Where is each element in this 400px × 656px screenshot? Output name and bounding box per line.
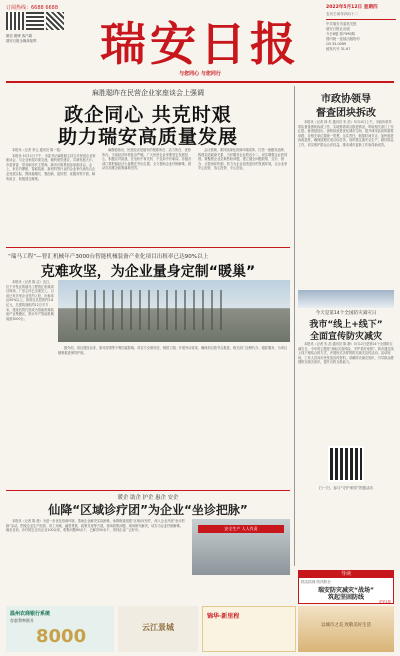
qr-code-icon[interactable] bbox=[46, 12, 64, 30]
note-weibo: 微博 bbox=[13, 34, 22, 38]
section-rule bbox=[6, 490, 290, 491]
ad-estate-3-text: 以城市之美 致敬美好生活 bbox=[321, 623, 371, 628]
third-headline[interactable]: 仙降“区域诊疗团”为企业“坐诊把脉” bbox=[48, 503, 248, 517]
issue-date: 2022年5月12日 星期四 bbox=[326, 5, 378, 10]
third-kicker: 暖企 助企 护企 惠企 安企 bbox=[117, 495, 179, 501]
lead-byline: 本报讯（记者 李云 通讯员 陈一铭） bbox=[12, 148, 63, 152]
lead-story[interactable] bbox=[6, 86, 290, 246]
photo-banner: 安全生产 人人有责 bbox=[198, 525, 284, 533]
ad-bank-title: 温州农商银行系统 bbox=[10, 611, 51, 617]
ad-bank[interactable] bbox=[6, 606, 114, 652]
lead-kicker: 麻胜聪昨在民营企业家座谈会上强调 bbox=[92, 89, 204, 97]
note-app: 客户端 bbox=[21, 34, 32, 38]
masthead-rule bbox=[6, 81, 394, 83]
second-headline[interactable]: 克难攻坚，为企业量身定制“暖巢” bbox=[40, 264, 256, 280]
newspaper-title: 瑞安日报 bbox=[100, 17, 300, 71]
qr-code-icon[interactable] bbox=[6, 12, 24, 30]
third-story[interactable] bbox=[6, 493, 290, 593]
rail-qr-caption: 扫一扫，参与“守护家园”答题活动 bbox=[318, 486, 374, 490]
qr-code-icon[interactable] bbox=[26, 12, 44, 30]
rail-top-headline-line2[interactable]: 督查团块拆改 bbox=[316, 108, 376, 119]
lead-headline-line2[interactable]: 助力瑞安高质量发展 bbox=[57, 126, 238, 148]
rail-photo[interactable] bbox=[298, 290, 394, 308]
second-body-left: 本报讯（记者 陈 洁）近日，位于开发区的瑞马工程智汇机械项目现场，厂房主体已全面完工，目前已有多家企业签约入驻，出租率达90%以上。该项目总投资约3.8亿元，总建筑面积约12万平方米，建成后将打造成为智能机械装备产业集聚区，预计年产智能机械装备3000台。 bbox=[6, 280, 54, 321]
lead-body-text: 本报讯 5月11日下午，市委书记麻胜聪主持召开民营企业家座谈会，与企业家面对面交流，倾听意见建议，共商发展大计。市委常委、常务副市长王思海，副市长陈景旭参加座谈会。会上，来自汽摩配、智能装备、新材料等行业的企业家代表结合企业发展实际，围绕稳增长、强创新、促转型、优服务等方面，畅所欲言、积极建言献策。 bbox=[6, 153, 96, 181]
rail-story-mid[interactable] bbox=[298, 310, 394, 566]
issue-line: CN 33-0069 bbox=[326, 42, 347, 46]
second-kicker: “瑞马工程”—智汇机械年产3000台智能机械装备产业化项目出租率已达90%以上 bbox=[8, 254, 209, 260]
rail-mid-headline-line2[interactable]: 全面宣传防灾减灾 bbox=[309, 332, 382, 342]
ad-strip[interactable] bbox=[6, 606, 394, 652]
second-story[interactable] bbox=[6, 250, 290, 490]
rail-mid-body: 本报讯（记者 朱 浩 通讯员 陈 静）5月12日是第14个全国防灾减灾日，今年的主题是“减轻灾害风险，守护美好家园”。我市通过线上线下相结合的方式，开展形式多样的防灾减灾宣传活动。活动现场，工作人员向市民发放宣传资料，讲解防灾减灾知识，引导群众增强防灾减灾意识，提升自救互救能力。 bbox=[298, 342, 394, 365]
guide-box[interactable] bbox=[298, 570, 394, 604]
note-matrix: 瑞安日报全媒体矩阵 bbox=[6, 39, 37, 43]
section-rule bbox=[6, 247, 290, 248]
second-body-right: 据介绍，项目建设以来，面对疫情等不利因素影响，项目方克难攻坚，倒排工期，开展劳动竞赛，确保项目按节点推进。相关部门全程代办、跟踪服务，为项目顺利推进保驾护航。 bbox=[58, 346, 288, 355]
rail-divider bbox=[294, 86, 295, 566]
issue-panel bbox=[326, 4, 396, 76]
ad-estate-1[interactable] bbox=[118, 606, 198, 652]
issue-line: 邮发代号 31-67 bbox=[326, 47, 351, 51]
ad-estate-2-brand: 锦华·新里程 bbox=[207, 613, 240, 620]
ad-bank-sub: 存款利率跃升 bbox=[10, 618, 34, 623]
issue-line: 今日8版 第7990期 bbox=[326, 32, 355, 36]
ad-bank-number: 8000 bbox=[36, 626, 87, 647]
slogan: 与您同心 与您同行 bbox=[179, 71, 221, 77]
guide-tag: 抓实抓细 防汛防台 bbox=[301, 580, 331, 584]
issue-line: 国内统一连续出版物号 bbox=[326, 37, 360, 41]
issue-line: 瑞安日报社出版 bbox=[326, 27, 350, 31]
guide-page-note: 详见2版 bbox=[378, 600, 391, 604]
rail-top-body: 本报讯（记者 林 朱 通讯员 朱 浩）5月10日上午，市政协领导带队督查团块拆改工作，实地察看项目推进情况，听取相关部门工作汇报。督查组指出，团块拆改是优化城市空间、提升城市品质的重要举措，各相关单位要统一思想，压实责任，倒排时间节点，加快推进拆改进度，确保按期完成目标任务，同时要注重安全生产，做好群众工作，切实维护群众合法权益，推动城市更新工作取得新成效。 bbox=[298, 120, 394, 147]
second-photo[interactable] bbox=[58, 280, 290, 342]
rail-top-headline-line1[interactable]: 市政协领导 bbox=[321, 94, 371, 105]
ad-estate-3[interactable] bbox=[298, 606, 394, 652]
lead-body-text: 会议强调，要持续深化营商环境改革，打造一流服务品牌，构建亲清政商关系，当好服务企业的店小二，切实增强企业获得感。要聚焦企业急难愁盼问题，建立健全问题收集、交办、督办、反馈闭环机制，努力为企业创造更好的发展环境，让企业家安心经营、放心投资、专心创业。 bbox=[198, 148, 288, 171]
guide-subtitle[interactable]: 筑起坚固防线 bbox=[327, 594, 364, 601]
guide-title[interactable]: 瑞安防灾减灾“战场” bbox=[318, 587, 374, 594]
lead-body-col3 bbox=[198, 148, 290, 244]
lead-body-col2 bbox=[102, 148, 192, 244]
ad-estate-2[interactable] bbox=[202, 606, 296, 652]
rail-story-top[interactable] bbox=[298, 88, 394, 288]
third-photo[interactable] bbox=[192, 519, 290, 575]
masthead bbox=[0, 0, 400, 80]
photo-scaffold bbox=[76, 290, 226, 330]
qr-code-icon[interactable] bbox=[328, 446, 364, 482]
qr-block-left[interactable] bbox=[6, 12, 84, 74]
rail-mid-headline-line1[interactable]: 我市“线上+线下” bbox=[309, 320, 383, 330]
rail-mid-kicker: 今天是第14个全国防灾减灾日 bbox=[315, 311, 377, 316]
lead-body-col1 bbox=[6, 148, 96, 244]
ad-estate-1-brand: 云江景城 bbox=[142, 623, 174, 632]
issue-line: 中共瑞安市委机关报 bbox=[326, 22, 357, 26]
lead-headline-line1[interactable]: 政企同心 共克时艰 bbox=[64, 104, 232, 126]
lead-body-text: 麻胜聪指出，民营经济是瑞安的根基所在、活力所在、优势所在。当前经济形势复杂严峻，广大民营企业家要坚定发展信心，积极应对挑战，在危机中育先机、于变局中开新局。各级各部门要把稳经济大盘摆在突出位置，全力帮助企业纾困解难，推动各项惠企政策落地见效。 bbox=[102, 148, 192, 171]
subscribe-hotline: 订阅热线：6688 6688 bbox=[6, 5, 59, 11]
issue-lunar: 农历壬寅年四月十二 bbox=[326, 12, 359, 16]
note-wechat: 微信 bbox=[6, 34, 14, 38]
third-body: 本报讯（记者 陈 晨）为进一步优化营商环境，帮助企业解决实际困难，仙降街道组建“区域诊疗团”，深入企业开展“坐诊把脉”活动，围绕企业生产经营、用工用地、融资贷款、政策兑现等方面，现场收集问题、现场研究解决，切实为企业纾困解难。截至目前，诊疗团已走访企业100余家，收集问题60余个，已解决50余个，得到企业广泛好评。 bbox=[6, 519, 185, 533]
guide-label: 导读 bbox=[299, 571, 393, 578]
